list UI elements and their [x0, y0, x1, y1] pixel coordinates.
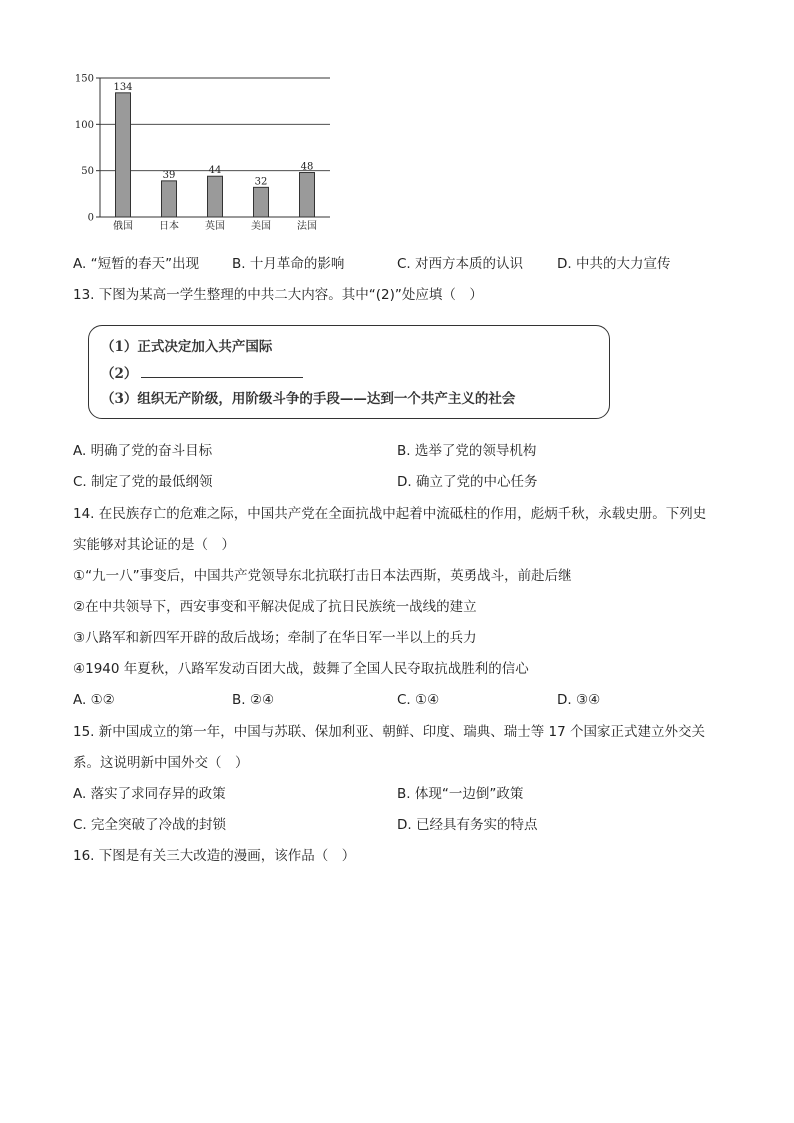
q15-option-d: D. 已经具有务实的特点 — [397, 817, 538, 833]
bar-value-label: 32 — [254, 176, 268, 188]
q15-option-b: B. 体现“一边倒”政策 — [397, 786, 524, 802]
q12-option-a: A. “短暂的春天”出现 — [73, 256, 200, 272]
bar — [208, 176, 223, 217]
q14-option-c: C. ①④ — [397, 692, 440, 708]
category-label: 俄国 — [113, 221, 133, 232]
q14-stem-line-1: 14. 在民族存亡的危难之际，中国共产党在全面抗战中起着中流砥柱的作用，彪炳千秋，永载史册。下列史 — [73, 506, 707, 522]
q13-option-b: B. 选举了党的领导机构 — [397, 443, 537, 459]
bar — [300, 173, 315, 217]
q13-option-a: A. 明确了党的奋斗目标 — [73, 443, 213, 459]
q16-stem: 16. 下图是有关三大改造的漫画，该作品（ ） — [73, 848, 356, 864]
category-label: 法国 — [297, 221, 317, 232]
bar-chart — [60, 70, 350, 240]
category-label: 日本 — [159, 221, 179, 232]
q14-item-4: ④1940 年夏秋，八路军发动百团大战，鼓舞了全国人民夺取抗战胜利的信心 — [73, 661, 529, 677]
category-label: 英国 — [205, 221, 225, 232]
chart-bars — [116, 93, 315, 217]
q14-item-2: ②在中共领导下，西安事变和平解决促成了抗日民族统一战线的建立 — [73, 599, 477, 615]
q13-stem: 13. 下图为某高一学生整理的中共二大内容。其中“(2)”处应填（ ） — [73, 287, 483, 303]
q14-item-1: ①“九一八”事变后，中国共产党领导东北抗联打击日本法西斯，英勇战斗，前赴后继 — [73, 568, 572, 584]
q13-content-box — [88, 325, 610, 419]
q12-option-d: D. 中共的大力宣传 — [557, 256, 671, 272]
q14-item-3: ③八路军和新四军开辟的敌后战场；牵制了在华日军一半以上的兵力 — [73, 630, 477, 646]
q14-option-a: A. ①② — [73, 692, 115, 708]
q15-stem-line-2: 系。这说明新中国外交（ ） — [73, 755, 249, 771]
bar-value-label: 39 — [162, 169, 176, 181]
bar-value-label: 44 — [208, 165, 222, 177]
q14-option-b: B. ②④ — [232, 692, 275, 708]
q13-option-c: C. 制定了党的最低纲领 — [73, 474, 213, 490]
bar — [254, 187, 269, 217]
chart-y-axis — [75, 74, 100, 224]
q13-box-line-2 — [101, 364, 303, 383]
q13-box-line-2-label: （2） — [101, 366, 138, 382]
q12-option-c: C. 对西方本质的认识 — [397, 256, 524, 272]
bar-value-label: 48 — [300, 161, 314, 173]
q15-stem-line-1: 15. 新中国成立的第一年，中国与苏联、保加利亚、朝鲜、印度、瑞典、瑞士等 17 个国家正式建立外交关 — [73, 724, 706, 740]
q14-stem-line-2: 实能够对其论证的是（ ） — [73, 537, 235, 553]
q13-box-line-3: （3）组织无产阶级，用阶级斗争的手段——达到一个共产主义的社会 — [101, 391, 516, 407]
y-tick-label: 100 — [74, 119, 94, 131]
q15-option-a: A. 落实了求同存异的政策 — [73, 786, 226, 802]
category-label: 美国 — [251, 221, 271, 232]
bar-value-label: 134 — [113, 81, 133, 93]
y-tick-label: 0 — [87, 212, 94, 224]
q14-option-d: D. ③④ — [557, 692, 601, 708]
y-tick-label: 50 — [81, 166, 94, 178]
q15-option-c: C. 完全突破了冷战的封锁 — [73, 817, 227, 833]
q13-box-line-1: （1）正式决定加入共产国际 — [101, 339, 273, 355]
q13-option-d: D. 确立了党的中心任务 — [397, 474, 538, 490]
q13-blank — [141, 364, 303, 378]
bar — [116, 93, 131, 217]
bar — [162, 181, 177, 217]
y-tick-label: 150 — [74, 73, 94, 85]
q12-option-b: B. 十月革命的影响 — [232, 256, 345, 272]
